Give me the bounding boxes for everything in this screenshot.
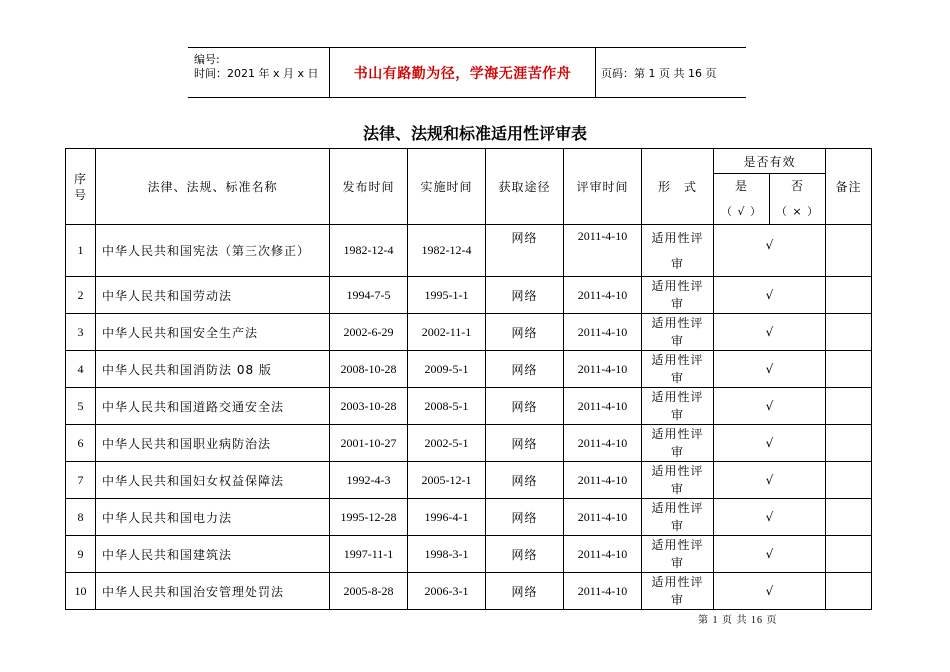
row-form-line2: 审 [670,556,684,570]
row-seq: 9 [66,536,96,573]
row-form-line1: 适用性评 [651,427,704,441]
row-source: 网络 [486,425,564,462]
row-seq: 10 [66,573,96,610]
row-publish-date: 2001-10-27 [330,425,408,462]
row-valid-check [714,499,826,536]
row-remark [826,499,872,536]
row-publish-date: 2002-6-29 [330,314,408,351]
row-form-line2: 审 [670,482,684,496]
row-form-line2: 审 [670,371,684,385]
row-seq: 4 [66,351,96,388]
row-source: 网络 [486,499,564,536]
row-form-line2: 审 [670,445,684,459]
row-form-line2: 审 [670,519,684,533]
row-form [642,314,714,351]
row-form-line1: 适用性评 [651,230,704,245]
table-row [66,225,872,277]
check-mark-icon: √ [765,399,774,413]
row-law-name: 中华人民共和国道路交通安全法 [96,388,330,425]
row-valid-check [714,425,826,462]
row-form [642,425,714,462]
header-seq [66,149,96,225]
row-form-line2: 审 [670,334,684,348]
row-seq: 2 [66,277,96,314]
row-valid-check [714,536,826,573]
row-law-name: 中华人民共和国治安管理处罚法 [96,573,330,610]
row-source: 网络 [486,225,564,277]
row-implement-date: 2002-5-1 [408,425,486,462]
row-publish-date: 2008-10-28 [330,351,408,388]
header-form: 形 式 [642,149,714,225]
check-mark-icon: √ [765,436,774,450]
row-review-date: 2011-4-10 [564,573,642,610]
row-remark [826,225,872,277]
header-publish: 发布时间 [330,149,408,225]
row-source: 网络 [486,536,564,573]
row-valid-check [714,225,826,277]
row-valid-check [714,314,826,351]
row-publish-date: 1994-7-5 [330,277,408,314]
header-motto-cell [329,48,596,97]
row-form-line1: 适用性评 [651,575,704,589]
header-review: 评审时间 [564,149,642,225]
review-table [65,148,872,610]
row-publish-date: 1992-4-3 [330,462,408,499]
row-implement-date: 1996-4-1 [408,499,486,536]
row-form [642,351,714,388]
row-remark [826,277,872,314]
header-yes: 是 [714,174,770,198]
page-code: 页码：第 1 页 共 16 页 [601,66,717,80]
row-valid-check [714,573,826,610]
table-row [66,573,872,610]
row-law-name: 中华人民共和国安全生产法 [96,314,330,351]
row-form-line1: 适用性评 [651,316,704,330]
header-no-mark: （ × ） [770,198,826,225]
row-form [642,499,714,536]
row-form [642,536,714,573]
header-source: 获取途径 [486,149,564,225]
table-row [66,314,872,351]
row-remark [826,573,872,610]
header-seq-text: 序号 [73,171,87,202]
row-implement-date: 2005-12-1 [408,462,486,499]
row-remark [826,536,872,573]
table-row [66,536,872,573]
time-label: 时间：2021 年 x 月 x 日 [194,67,319,80]
document-header [188,47,746,98]
header-info-cell [188,48,329,97]
page-footer: 第 1 页 共 16 页 [698,615,778,626]
row-review-date: 2011-4-10 [564,277,642,314]
row-review-date: 2011-4-10 [564,314,642,351]
row-review-date: 2011-4-10 [564,425,642,462]
row-publish-date: 1995-12-28 [330,499,408,536]
header-implement: 实施时间 [408,149,486,225]
table-row [66,351,872,388]
check-mark-icon: √ [765,288,774,302]
row-form-line1: 适用性评 [651,279,704,293]
check-mark-icon: √ [765,325,774,339]
row-law-name: 中华人民共和国妇女权益保障法 [96,462,330,499]
row-publish-date: 1997-11-1 [330,536,408,573]
row-seq: 6 [66,425,96,462]
row-source: 网络 [486,314,564,351]
row-review-date: 2011-4-10 [564,462,642,499]
row-publish-date: 2003-10-28 [330,388,408,425]
row-review-date: 2011-4-10 [564,225,642,277]
row-form [642,225,714,277]
row-implement-date: 2006-3-1 [408,573,486,610]
row-law-name: 中华人民共和国职业病防治法 [96,425,330,462]
row-seq: 8 [66,499,96,536]
row-remark [826,314,872,351]
row-law-name: 中华人民共和国消防法 08 版 [96,351,330,388]
number-label: 编号: [194,53,220,66]
row-review-date: 2011-4-10 [564,499,642,536]
check-mark-icon: √ [765,237,774,252]
row-valid-check [714,351,826,388]
row-implement-date: 2009-5-1 [408,351,486,388]
row-law-name: 中华人民共和国宪法（第三次修正） [96,225,330,277]
row-form [642,388,714,425]
row-form [642,277,714,314]
row-valid-check [714,277,826,314]
row-source: 网络 [486,351,564,388]
page-title: 法律、法规和标准适用性评审表 [362,124,587,143]
check-mark-icon: √ [765,362,774,376]
check-mark-icon: √ [765,473,774,487]
row-remark [826,425,872,462]
row-form-line2: 审 [670,256,684,271]
table-row [66,277,872,314]
check-mark-icon: √ [765,510,774,524]
row-source: 网络 [486,462,564,499]
row-implement-date: 1982-12-4 [408,225,486,277]
row-implement-date: 2008-5-1 [408,388,486,425]
header-page-cell [595,48,746,97]
row-source: 网络 [486,277,564,314]
row-remark [826,462,872,499]
header-valid: 是否有效 [714,149,826,174]
row-source: 网络 [486,388,564,425]
row-form-line1: 适用性评 [651,353,704,367]
row-review-date: 2011-4-10 [564,388,642,425]
row-seq: 7 [66,462,96,499]
row-review-date: 2011-4-10 [564,351,642,388]
row-form-line1: 适用性评 [651,464,704,478]
row-form [642,573,714,610]
header-no: 否 [770,174,826,198]
table-row [66,462,872,499]
header-name: 法律、法规、标准名称 [96,149,330,225]
table-row [66,425,872,462]
row-valid-check [714,388,826,425]
row-seq: 3 [66,314,96,351]
motto-text: 书山有路勤为径，学海无涯苦作舟 [353,65,572,82]
row-seq: 1 [66,225,96,277]
row-publish-date: 2005-8-28 [330,573,408,610]
row-remark [826,351,872,388]
row-form-line1: 适用性评 [651,538,704,552]
check-mark-icon: √ [765,584,774,598]
row-implement-date: 1998-3-1 [408,536,486,573]
row-implement-date: 1995-1-1 [408,277,486,314]
row-form-line2: 审 [670,593,684,607]
row-law-name: 中华人民共和国建筑法 [96,536,330,573]
row-valid-check [714,462,826,499]
row-form-line2: 审 [670,408,684,422]
table-row [66,388,872,425]
table-row [66,499,872,536]
row-source: 网络 [486,573,564,610]
row-law-name: 中华人民共和国劳动法 [96,277,330,314]
row-form-line1: 适用性评 [651,390,704,404]
check-mark-icon: √ [765,547,774,561]
row-review-date: 2011-4-10 [564,536,642,573]
row-form-line2: 审 [670,297,684,311]
row-remark [826,388,872,425]
header-remark: 备注 [826,149,872,225]
row-form [642,462,714,499]
table-header-row [66,149,872,174]
row-law-name: 中华人民共和国电力法 [96,499,330,536]
row-implement-date: 2002-11-1 [408,314,486,351]
row-publish-date: 1982-12-4 [330,225,408,277]
row-seq: 5 [66,388,96,425]
row-form-line1: 适用性评 [651,501,704,515]
header-yes-mark: （ √ ） [714,198,770,225]
